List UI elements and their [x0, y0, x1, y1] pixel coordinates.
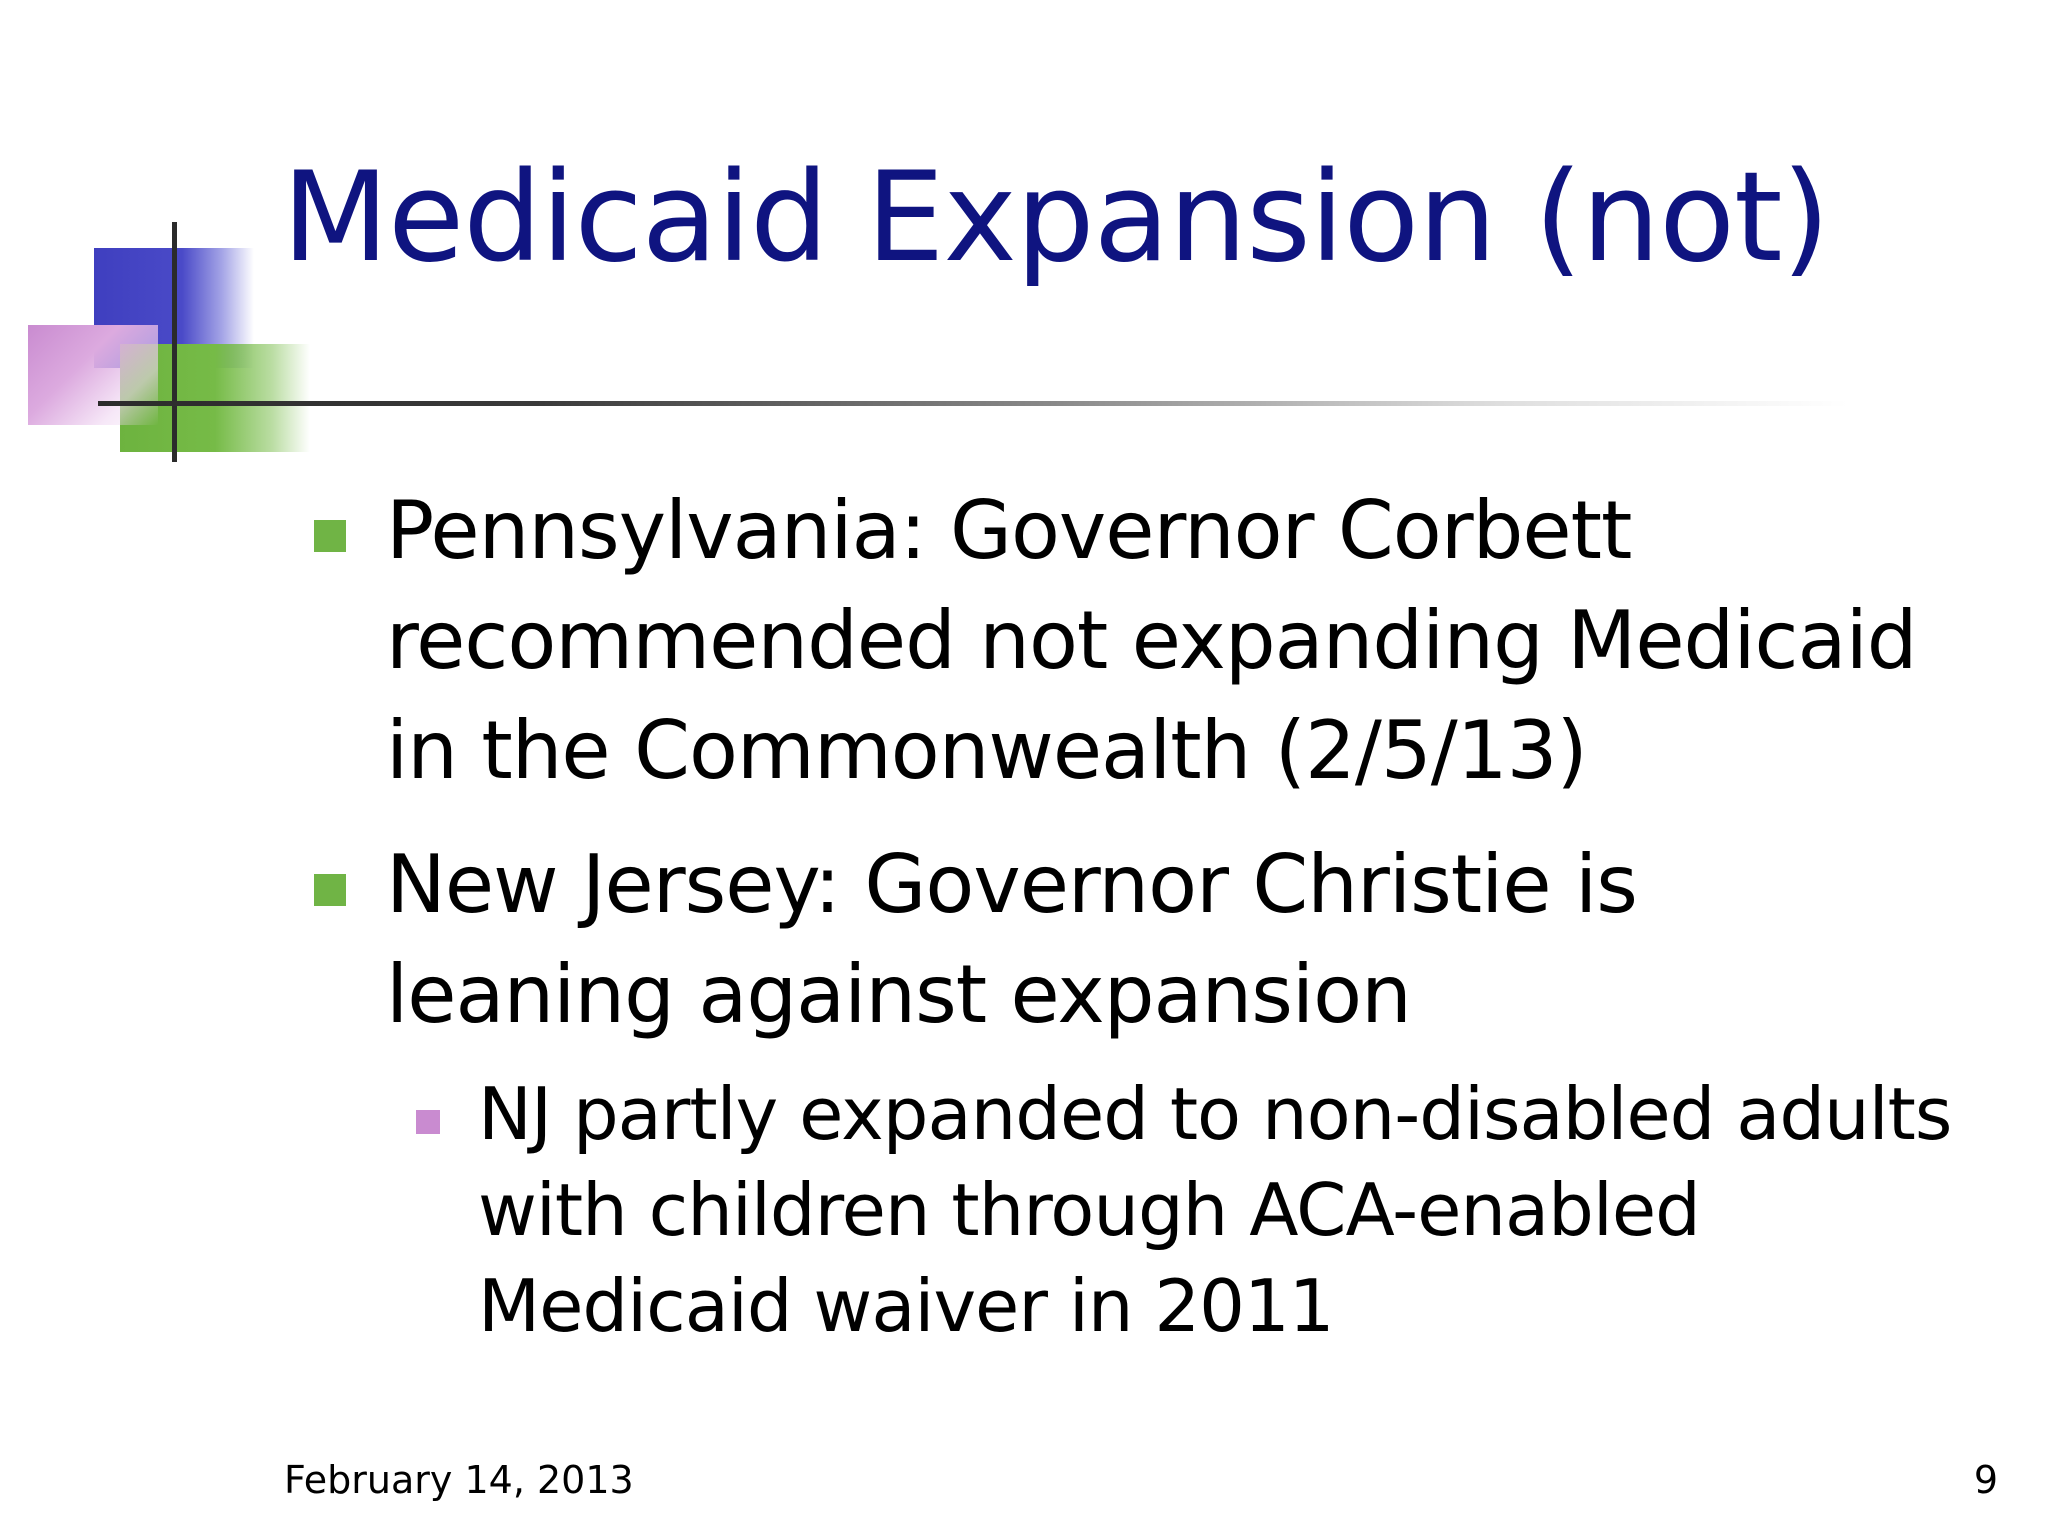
page-number: 9 [1973, 1458, 1998, 1502]
sub-bullet-item [478, 1066, 1951, 1354]
decorative-vertical-line [172, 222, 177, 462]
bullet-line: leaning against expansion [386, 948, 1411, 1041]
bullet-line: in the Commonwealth (2/5/13) [386, 704, 1587, 797]
bullet-item [386, 476, 1917, 806]
sub-bullet-marker [416, 1110, 440, 1134]
bullet-line: recommended not expanding Medicaid [386, 594, 1917, 687]
sub-bullet-line: NJ partly expanded to non-disabled adults [478, 1072, 1952, 1156]
decorative-pink-block [28, 325, 158, 425]
title-underline [98, 401, 1848, 406]
bullet-line: New Jersey: Governor Christie is [386, 838, 1637, 931]
footer-date: February 14, 2013 [284, 1458, 634, 1502]
bullet-line: Pennsylvania: Governor Corbett [386, 484, 1632, 577]
slide-title: Medicaid Expansion (not) [282, 146, 1829, 290]
sub-bullet-line: Medicaid waiver in 2011 [478, 1264, 1334, 1348]
bullet-marker [314, 874, 346, 906]
sub-bullet-line: with children through ACA-enabled [478, 1168, 1700, 1252]
bullet-item [386, 830, 1637, 1050]
bullet-marker [314, 520, 346, 552]
